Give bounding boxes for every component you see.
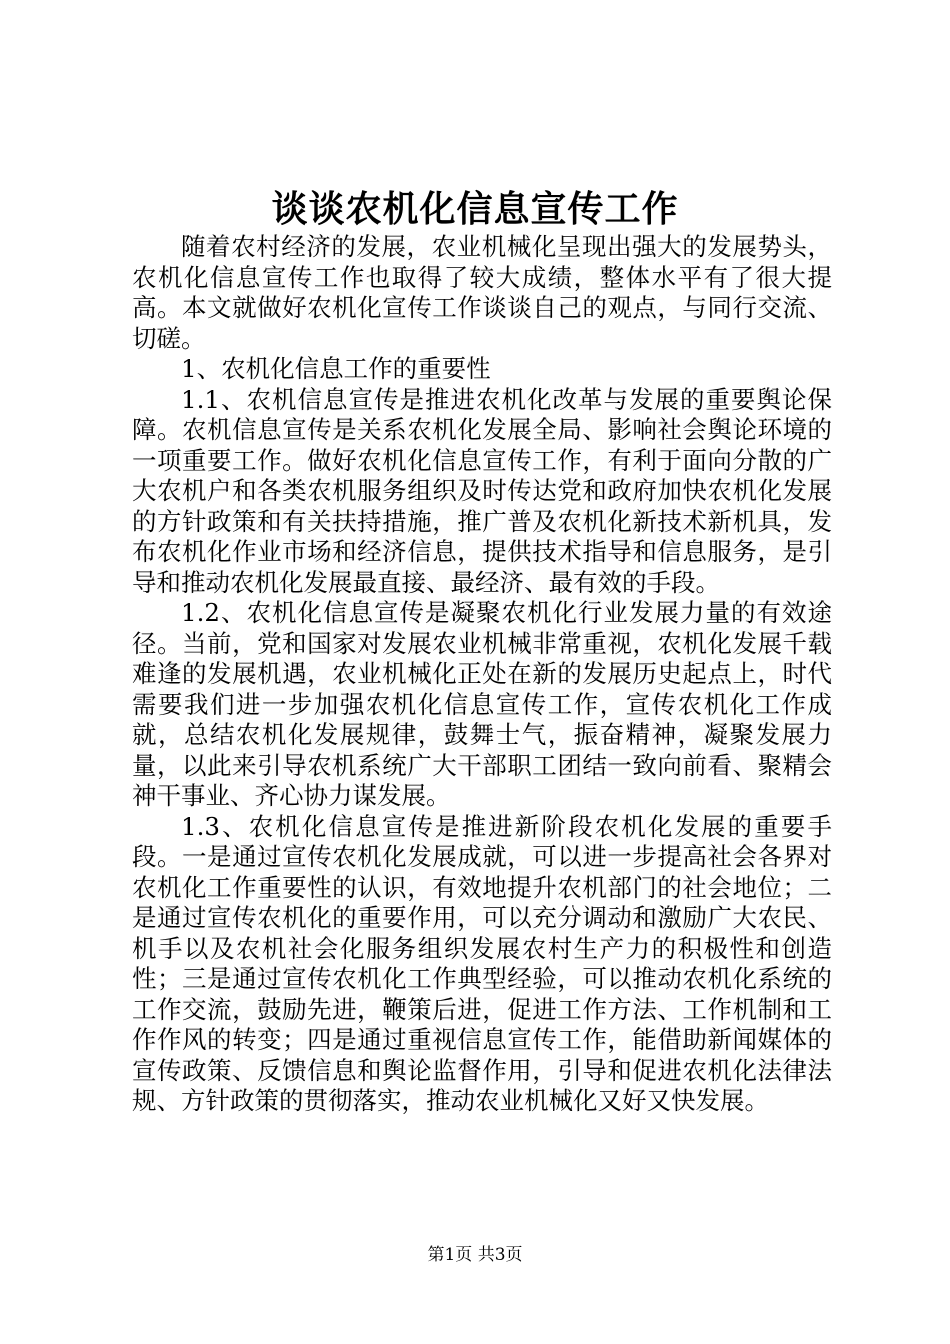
paragraph-1-1: 1.1、农机信息宣传是推进农机化改革与发展的重要舆论保障。农机信息宣传是关系农机化发展全局、影响社会舆论环境的一项重要工作。做好农机化信息宣传工作，有利于面向分散的广大农机户和各类农机服务组织及时传达党和政府加快农机化发展的方针政策和有关扶持措施，推广普及农机化新技术新机具，发布农机化作业市场和经济信息，提供技术指导和信息服务，是引导和推动农机化发展最直接、最经济、最有效的手段。: [132, 384, 832, 597]
paragraph-1-3: 1.3、农机化信息宣传是推进新阶段农机化发展的重要手段。一是通过宣传农机化发展成就，可以进一步提高社会各界对农机化工作重要性的认识，有效地提升农机部门的社会地位；二是通过宣传农机化的重要作用，可以充分调动和激励广大农民、机手以及农机社会化服务组织发展农村生产力的积极性和创造性；三是通过宣传农机化工作典型经验，可以推动农机化系统的工作交流，鼓励先进，鞭策后进，促进工作方法、工作机制和工作作风的转变；四是通过重视信息宣传工作，能借助新闻媒体的宣传政策、反馈信息和舆论监督作用，引导和促进农机化法律法规、方针政策的贯彻落实，推动农业机械化又好又快发展。: [132, 811, 832, 1115]
document-title: 谈谈农机化信息宣传工作: [271, 188, 679, 230]
page-number-footer: 第1页 共3页: [427, 1245, 523, 1265]
paragraph-1-2: 1.2、农机化信息宣传是凝聚农机化行业发展力量的有效途径。当前，党和国家对发展农业机械非常重视，农机化发展千载难逢的发展机遇，农业机械化正处在新的发展历史起点上，时代需要我们进一步加强农机化信息宣传工作，宣传农机化工作成就，总结农机化发展规律，鼓舞士气，振奋精神，凝聚发展力量，以此来引导农机系统广大干部职工团结一致向前看、聚精会神干事业、齐心协力谋发展。: [132, 598, 832, 810]
document-body: [132, 232, 832, 1117]
section-heading-1: 1、农机化信息工作的重要性: [181, 354, 491, 383]
paragraph-intro: 随着农村经济的发展，农业机械化呈现出强大的发展势头，农机化信息宣传工作也取得了较大成绩，整体水平有了很大提高。本文就做好农机化宣传工作谈谈自己的观点，与同行交流、切磋。: [132, 232, 832, 353]
